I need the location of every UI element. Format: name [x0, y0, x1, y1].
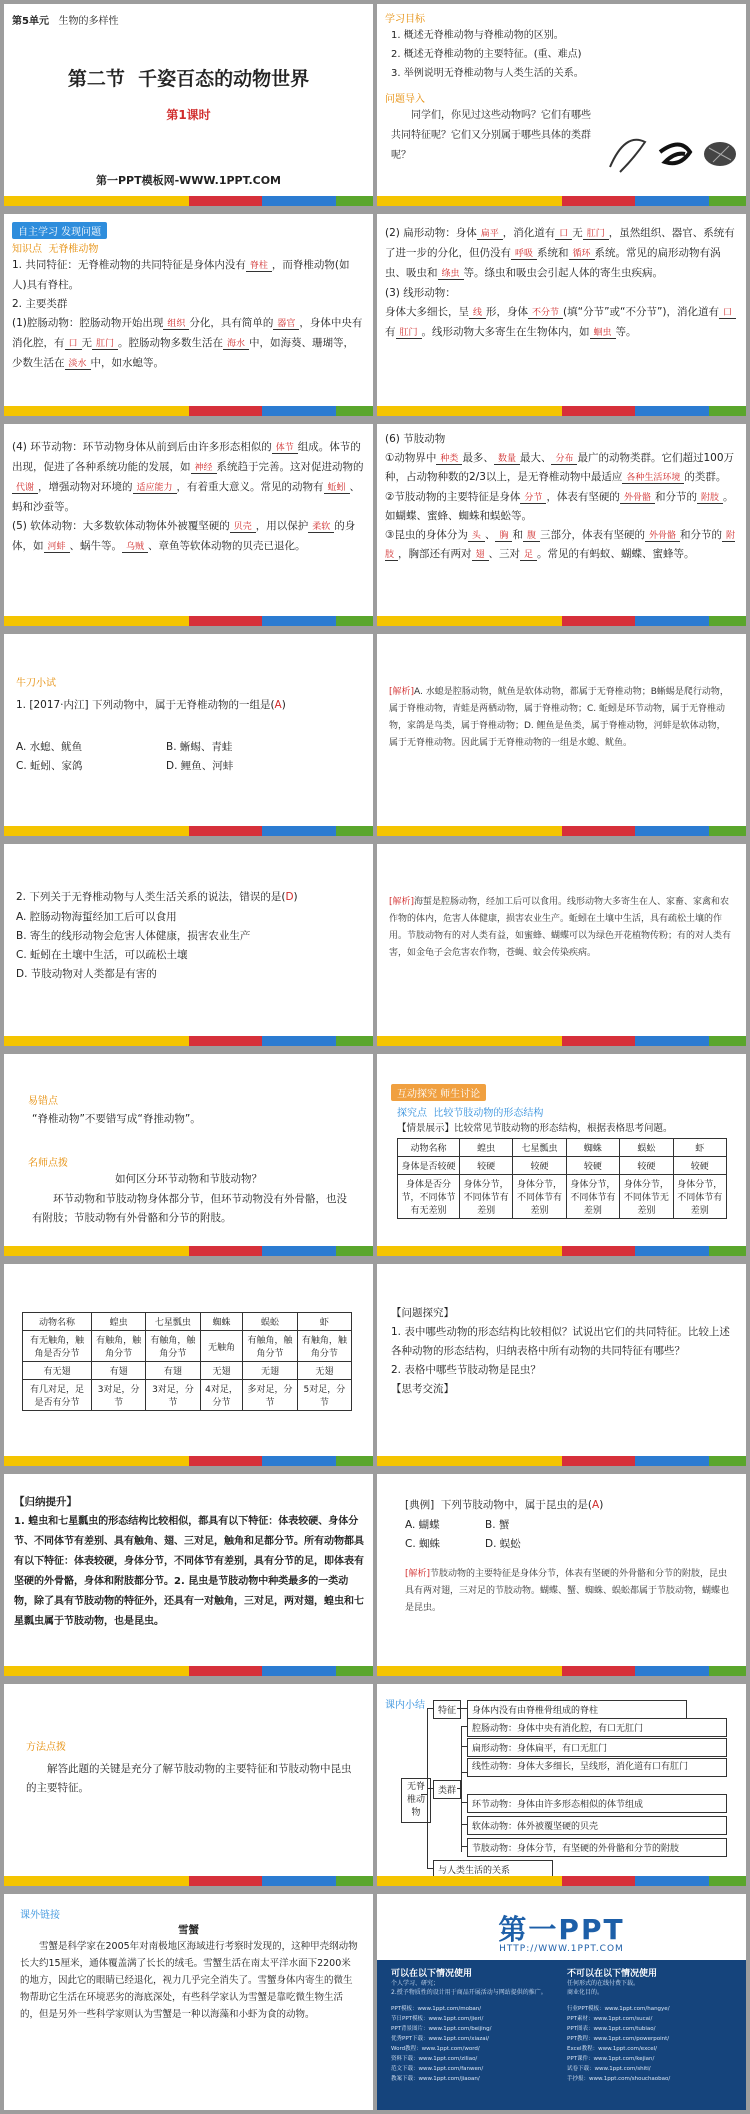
- link-item[interactable]: 试卷下载：www.1ppt.com/shiti/: [567, 2066, 651, 2072]
- knowledge-text: (6) 节肢动物 ①动物界中 种类 最多、 数量 最大、 分布 最广的动物类群。它们超过100万种，占动物种数的2/3以上，是无脊椎动物中最适应 各种生活环境 的类群。 ②节肢动物的主要特征是身体 分节 ，体表有坚硬的 外骨骼 和分节的 附肢 。如蝴蝶、蜜蜂、蜘蛛和蜈蚣等。 ③昆虫的身体分为 头 、 胸 和 腹 三部分，体表有坚硬的 外骨骼 和分节的 附肢 ，胸部还有两对 翅 、三对 足 。常见的有蚂蚁、蝴蝶、蜜蜂等。: [385, 433, 735, 560]
- table-row: 有几对足，足是否有分节 3对足，分节 3对足，分节 4对足，分节 多对足，分节 5对足，分节: [23, 1380, 352, 1411]
- color-stripe: [4, 1666, 373, 1676]
- brand-url: HTTP://WWW.1PPT.COM: [499, 1944, 624, 1954]
- analysis-text: [解析]海蜇是腔肠动物，经加工后可以食用。线形动物大多寄生在人、家畜、家禽和农作物的体内，危害人体健康，损害农业生产。蚯蚓在土壤中生活，具有疏松土壤的作用。节肢动物有的对人类有益，如蜜蜂、蝴蝶可以为绿色开花植物传粉；有的对人类有害，如金龟子会危害农作物，苍蝇、蚊会传染疾病。: [389, 897, 732, 958]
- example-options: A. 蝴蝶 B. 蟹 C. 蜘蛛 D. 蜈蚣: [405, 1519, 521, 1550]
- mindmap-item: 环节动物：身体由许多形态相似的体节组成: [467, 1794, 727, 1813]
- link-item[interactable]: PPT教程：www.1ppt.com/powerpoint/: [567, 2036, 670, 2042]
- goal-tag: 学习目标: [385, 14, 425, 25]
- table-row: 有无触角，触角是否分节 有触角，触角分节 有触角，触角分节 无触角 有触角，触角分节 有触角，触角分节: [23, 1331, 352, 1362]
- arthropod-table-1: 动物名称 蝗虫 七星瓢虫 蜘蛛 蜈蚣 虾 身体是否较硬 较硬 较硬 较硬 较硬 较硬 身体是否分节，不同体节有无差别 身体分节，不同体节有差别 身体分节，不同体节有差别 身体分节，不同体节有差别 身体分节，不同体节无差别 身体分节，不同体节有差别: [397, 1138, 727, 1219]
- tip-answer: 环节动物和节肢动物身体都分节，但环节动物没有外骨骼，也没有附肢；节肢动物有外骨骼和分节的附肢。: [32, 1193, 347, 1224]
- mindmap-relation: 与人类生活的关系: [433, 1860, 553, 1879]
- induction-text: 【归纳提升】 1. 蝗虫和七星瓢虫的形态结构比较相似，都具有以下特征：体表较硬、身体分节、不同体节有差别、具有触角、翅、三对足，触角和足都分节。所有动物都具有以下特征：体表较硬，身体分节，不同体节有差别，具有分节的足，即体表有坚硬的外骨骼，身体和附肢都分节。2. 昆虫是节肢动物中种类最多的一类动物，除了具有节肢动物的特征外，还具有一对触角，三对足，两对翅，蝗虫和七星瓢虫属于节肢动物，也是昆虫。: [14, 1496, 364, 1627]
- explore-point: 探究点 比较节肢动物的形态结构: [397, 1108, 544, 1119]
- extension-tag: 课外链接: [20, 1910, 60, 1921]
- table-row: 有无翅 有翅 有翅 无翅 无翅 无翅: [23, 1362, 352, 1380]
- slide-brand: [377, 1894, 746, 2110]
- method-text: 解答此题的关键是充分了解节肢动物的主要特征和节肢动物中昆虫的主要特征。: [26, 1763, 352, 1794]
- slide-quiz-1: [4, 634, 373, 836]
- arthropod-table-2: 动物名称 蝗虫 七星瓢虫 蜘蛛 蜈蚣 虾 有无触角，触角是否分节 有触角，触角分节 有触角，触角分节 无触角 有触角，触角分节 有触角，触角分节 有无翅 有翅 有翅 无翅 无翅 无翅 有几对足，足是否有分节 3对足，分节 3对足，分节 4对足，分节 多对足，分节 5对足，分节: [22, 1312, 352, 1411]
- link-item[interactable]: 手抄报：www.1ppt.com/shouchaobao/: [567, 2076, 671, 2082]
- can-use-title: 可以在以下情况使用: [391, 1969, 473, 1979]
- summary-title: 课内小结: [385, 1700, 425, 1711]
- color-stripe: [377, 1666, 746, 1676]
- slide-method: [4, 1684, 373, 1886]
- method-tag: 方法点拨: [26, 1742, 66, 1753]
- color-stripe: [377, 1876, 746, 1886]
- color-stripe: [4, 1246, 373, 1256]
- color-stripe: [4, 196, 373, 206]
- color-stripe: [4, 1456, 373, 1466]
- interactive-banner: 互动探究 师生讨论: [391, 1084, 486, 1101]
- link-item[interactable]: PPT背景图片：www.1ppt.com/beijing/: [391, 2026, 492, 2032]
- table-row: 身体是否分节，不同体节有无差别 身体分节，不同体节有差别 身体分节，不同体节有差别 身体分节，不同体节有差别 身体分节，不同体节无差别 身体分节，不同体节有差别: [398, 1175, 727, 1219]
- tip-question: 如何区分环节动物和节肢动物？: [115, 1173, 262, 1185]
- color-stripe: [377, 1456, 746, 1466]
- slide-knowledge-2: [377, 214, 746, 416]
- lesson-label: 第1课时: [166, 108, 211, 122]
- color-stripe: [377, 616, 746, 626]
- knowledge-point-label: 知识点 无脊椎动物: [12, 244, 99, 255]
- slide-goals: [377, 4, 746, 206]
- link-item[interactable]: PPT素材：www.1ppt.com/sucai/: [567, 2016, 653, 2022]
- knowledge-text: (4) 环节动物：环节动物身体从前到后由许多形态相似的 体节 组成。体节的出现，促进了各种系统功能的发展，如 神经 系统趋于完善。这对促进动物的代谢 ，增强动物对环境的 适应能力 ，有着重大意义。常见的动物有 蚯蚓 、蚂和沙蚕等。 (5) 软体动物：大多数软体动物体外被覆坚硬的 贝壳 ，用以保护 柔软 的身体，如 河蚌 、蜗牛等。 乌贼 、章鱼等软体动物的贝壳已退化。: [12, 441, 364, 552]
- knowledge-text: 1. 共同特征：无脊椎动物的共同特征是身体内没有 脊柱 ，而脊椎动物(如人)具有脊柱。 2. 主要类群 (1)腔肠动物：腔肠动物开始出现 组织 分化，具有简单的 器官 ，身体中央有消化腔，有 口 无 肛门 。腔肠动物多数生活在 海水 中，如海葵、珊瑚等，少数生活在 淡水 中，如水螅等。: [12, 259, 363, 369]
- quiz-options: A. 腔肠动物海蜇经加工后可以食用 B. 寄生的线形动物会危害人体健康，损害农业生产 C. 蚯蚓在土壤中生活，可以疏松土壤 D. 节肢动物对人类都是有害的: [16, 911, 251, 980]
- quiz-tag: 牛刀小试: [16, 678, 56, 689]
- link-item[interactable]: 范文下载：www.1ppt.com/fanwen/: [391, 2066, 484, 2072]
- quiz-question: 1. [2017·内江] 下列动物中，属于无脊椎动物的一组是(A): [16, 699, 286, 711]
- color-stripe: [4, 1036, 373, 1046]
- cannot-use-title: 不可以在以下情况使用: [567, 1969, 658, 1979]
- slide-analysis-1: [377, 634, 746, 836]
- analysis-text: [解析]A. 水螅是腔肠动物，鱿鱼是软体动物，都属于无脊椎动物；B蜥蜴是爬行动物，属于脊椎动物，青蛙是两栖动物，属于脊椎动物；C. 蚯蚓是环节动物，属于无脊椎动物，家鸽是鸟类，属于脊椎动物；D. 鲤鱼是鱼类，属于脊椎动物，河蚌是软体动物，属于无脊椎动物。因此属于无脊椎动物的一组是水螅、鱿鱼。: [389, 687, 729, 748]
- link-item[interactable]: 节日PPT模板：www.1ppt.com/jieri/: [391, 2016, 484, 2022]
- slide-explore: [377, 1054, 746, 1256]
- analysis-text: [解析]节肢动物的主要特征是身体分节，体表有坚硬的外骨骼和分节的附肢，昆虫具有两对翅，三对足的节肢动物。蝴蝶、蟹、蜘蛛、蜈蚣都属于节肢动物，蝴蝶也是昆虫。: [405, 1569, 730, 1613]
- watermark-text: 第一PPT模板网-WWW.1PPT.COM: [95, 174, 282, 187]
- extension-title: 雪蟹: [178, 1924, 199, 1936]
- link-item[interactable]: 优秀PPT下载：www.1ppt.com/xiazai/: [391, 2036, 490, 2042]
- slide-quiz-2: [4, 844, 373, 1046]
- quiz-question: 2. 下列关于无脊椎动物与人类生活关系的说法，错误的是(D): [16, 891, 298, 903]
- color-stripe: [377, 196, 746, 206]
- slide-extension: [4, 1894, 373, 2110]
- mindmap-item: 软体动物：体外被覆坚硬的贝壳: [467, 1816, 727, 1835]
- mindmap-item: 扁形动物：身体扁平，有口无肛门: [467, 1738, 727, 1757]
- page-title: 第二节 千姿百态的动物世界: [67, 68, 310, 90]
- color-stripe: [4, 1876, 373, 1886]
- color-stripe: [4, 826, 373, 836]
- mindmap-item: 腔肠动物：身体中央有消化腔，有口无肛门: [467, 1718, 727, 1737]
- intro-tag: 问题导入: [385, 94, 425, 105]
- knowledge-text: (2) 扁形动物：身体 扁平 ，消化道有 口 无 肛门 ，虽然组织、器官、系统有了进一步的分化，但仍没有 呼吸 系统和 循环 系统。常见的扁形动物有涡虫、吸虫和 绦虫 等。绦虫和吸虫会引起人体的寄生虫疾病。 (3) 线形动物： 身体大多细长，呈 线 形，身体 不分节 (填“分节”或“不分节”)，消化道有 口有 肛门 。线形动物大多寄生在生物体内，如 蛔虫 等。: [385, 227, 735, 338]
- unit-label: 第5单元: [12, 16, 49, 27]
- slide-problem: [377, 1264, 746, 1466]
- color-stripe: [377, 406, 746, 416]
- quiz-options: A. 水螅、鱿鱼 B. 蜥蜴、青蛙 C. 蚯蚓、家鸽 D. 鲤鱼、河蚌: [16, 741, 234, 772]
- brand-logo: 第一PPT: [498, 1913, 625, 1946]
- slide-knowledge-1: [4, 214, 373, 416]
- mindmap-root: 无脊椎动物: [401, 1778, 431, 1823]
- color-stripe: [377, 1246, 746, 1256]
- mindmap-feature: 特征: [433, 1700, 461, 1719]
- slide-tips: [4, 1054, 373, 1256]
- mindmap-item: 线性动物：身体大多细长，呈线形，消化道有口有肛门: [467, 1758, 727, 1777]
- goal-list: 1. 概述无脊椎动物与脊椎动物的区别。 2. 概述无脊椎动物的主要特征。(重、难点) 3. 举例说明无脊椎动物与人类生活的关系。: [391, 30, 584, 79]
- link-item[interactable]: 教案下载：www.1ppt.com/jiaoan/: [391, 2076, 480, 2082]
- link-item[interactable]: PPT图表：www.1ppt.com/tubiao/: [567, 2026, 656, 2032]
- problem-text: 【问题探究】 1. 表中哪些动物的形态结构比较相似？试说出它们的共同特征。比较上述各种动物的形态结构，归纳表格中所有动物的共同特征有哪些？ 2. 表格中哪些节肢动物是昆虫？ 【思考交流】: [391, 1307, 730, 1395]
- unit-title: 生物的多样性: [58, 16, 119, 27]
- link-item[interactable]: 资料下载：www.1ppt.com/ziliao/: [391, 2056, 478, 2062]
- color-stripe: [4, 616, 373, 626]
- link-item[interactable]: Word教程：www.1ppt.com/word/: [391, 2046, 480, 2052]
- color-stripe: [377, 1036, 746, 1046]
- error-prone-tag: 易错点: [28, 1096, 58, 1107]
- example-question: [典例] 下列节肢动物中，属于昆虫的是(A): [405, 1499, 604, 1511]
- scene-text: 【情景展示】比较常见节肢动物的形态结构，根据表格思考问题。: [397, 1123, 673, 1134]
- mindmap-item: 节肢动物：身体分节，有坚硬的外骨骼和分节的附肢: [467, 1838, 727, 1857]
- link-item[interactable]: Excel教程：www.1ppt.com/excel/: [567, 2046, 658, 2052]
- table-row: 身体是否较硬 较硬 较硬 较硬 较硬 较硬: [398, 1157, 727, 1175]
- link-item[interactable]: 行业PPT模板：www.1ppt.com/hangye/: [567, 2006, 670, 2012]
- link-item[interactable]: PPT模板：www.1ppt.com/moban/: [391, 2006, 482, 2012]
- color-stripe: [377, 826, 746, 836]
- slide-analysis-2: [377, 844, 746, 1046]
- color-stripe: [4, 406, 373, 416]
- links-left: [391, 2004, 561, 2084]
- intro-text: 同学们，你见过这些动物吗？它们有哪些共同特征呢？它们又分别属于哪些具体的类群呢？: [391, 110, 591, 161]
- link-item[interactable]: PPT课件：www.1ppt.com/kejian/: [567, 2056, 655, 2062]
- mindmap-feature-text: 身体内没有由脊椎骨组成的脊柱: [467, 1700, 687, 1719]
- slide-summary-induction: [4, 1474, 373, 1676]
- animal-sketch-image: [605, 122, 740, 182]
- error-prone-text: “脊椎动物”不要错写成“脊推动物”。: [32, 1113, 201, 1125]
- slide-mindmap: [377, 1684, 746, 1886]
- slide-knowledge-3: [4, 424, 373, 626]
- slide-table-2: [4, 1264, 373, 1466]
- teacher-tip-tag: 名师点拨: [28, 1158, 68, 1169]
- slide-example: [377, 1474, 746, 1676]
- brand-footer: 可以在以下情况使用 个人学习、研究； 2.授予物质性的设计用于商品开展活动与网站提供的推广。 不可以在以下情况使用 任何形式的在线付费下载。 商业化目的。 PPT模板：www.1ppt.com/moban/ 节日PPT模板：www.1ppt.com/jieri/ PPT背景图片：www.1ppt.com/beijing/ 优秀PPT下载：www.1ppt.com/xiazai/ Word教程：www.1ppt.com/word/ 资料下载：www.1ppt.com/ziliao/ 范文下载：www.1ppt.com/fanwen/ 教案下载：www.1ppt.com/jiaoan/ 行业PPT模板：www.1ppt.com/hangye/ PPT素材：www.1ppt.com/sucai/ PPT图表：www.1ppt.com/tubiao/ PPT教程：www.1ppt.com/powerpoint/ Excel教程：www.1ppt.com/excel/ PPT课件：www.1ppt.com/kejian/ 试卷下载：www.1ppt.com/shiti/ 手抄报：www.1ppt.com/shouchaobao/: [377, 1960, 746, 2110]
- links-right: [567, 2004, 737, 2084]
- slide-title: [4, 4, 373, 206]
- self-study-banner: 自主学习 发现问题: [12, 222, 107, 239]
- mindmap-group: 类群: [433, 1780, 461, 1799]
- slide-knowledge-4: [377, 424, 746, 626]
- extension-text: 雪蟹是科学家在2005年对南极地区海域进行考察时发现的，这种甲壳纲动物长大约15厘米，通体覆盖满了长长的绒毛。雪蟹生活在南太平洋水面下2200米的地方，因此它的眼睛已经退化，视力几乎完全消失了。雪蟹身体内寄生的微生物帮助它生活在环境恶劣的海底深处，有些科学家认为雪蟹是靠吃微生物生活的，但是另外一些科学家则认为雪蟹是一种以海藻和小虾为食的动物。: [20, 1941, 358, 2020]
